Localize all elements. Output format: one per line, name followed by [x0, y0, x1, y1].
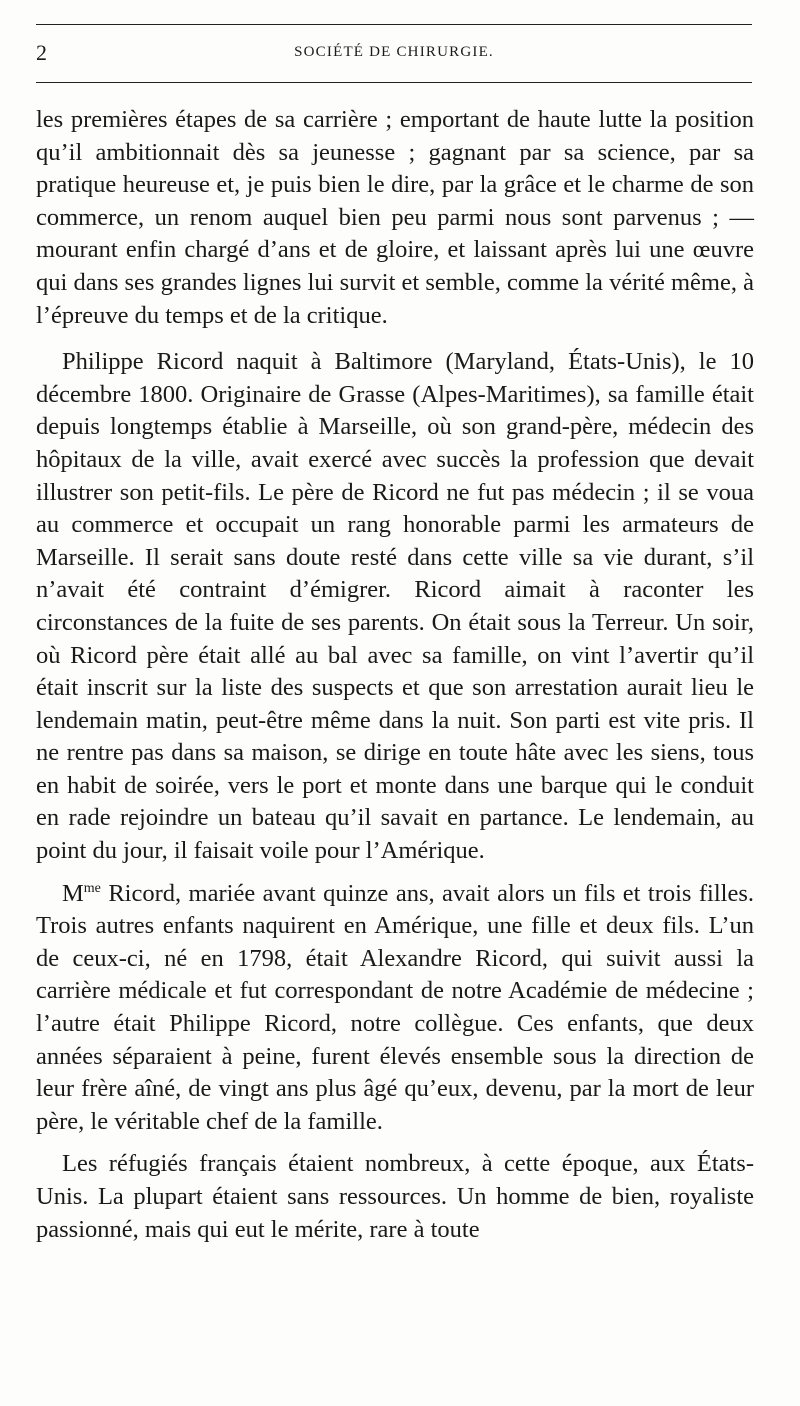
paragraph-4: Les réfugiés français étaient nombreux, à cette époque, aux États-Unis. La plupart étaient sans ressources. Un homme de bien, royaliste passionné, mais qui eut le mérite, rare à toute: [36, 1150, 754, 1243]
running-head: [36, 40, 752, 68]
paragraph-3-text: Ricord, mariée avant quinze ans, avait alors un fils et trois filles. Trois autres enfants naquirent en Amérique, une fille et deux fils. L’un de ceux-ci, né en 1798, était Alexandre Ricord, qui suivit aussi la carrière médicale et fut correspondant de notre Académie de médecine ; l’autre était Philippe Ricord, notre collègue. Ces enfants, que deux années séparaient à peine, furent élevés ensemble sous la direction de leur frère aîné, de vingt ans plus âgé qu’eux, devenu, par la mort de leur père, le véritable chef de la famille.: [36, 879, 754, 1135]
abbreviation-madame: $M^{me}$: [62, 879, 101, 907]
body-text: [36, 104, 754, 1246]
paragraph-2: Philippe Ricord naquit à Baltimore (Maryland, États-Unis), le 10 décembre 1800. Originaire de Grasse (Alpes-Maritimes), sa famille était depuis longtemps établie à Marseille, où son grand-père, médecin des hôpitaux de la ville, avait exercé avec succès la profession que devait illustrer son petit-fils. Le père de Ricord ne fut pas médecin ; il se voua au commerce et occupait un rang honorable parmi les armateurs de Marseille. Il serait sans doute resté dans cette ville sa vie durant, s’il n’avait été contraint d’émigrer. Ricord aimait à raconter les circonstances de la fuite de ses parents. On était sous la Terreur. Un soir, où Ricord père était allé au bal avec sa famille, on vint l’avertir qu’il était inscrit sur la liste des suspects et que son arrestation aurait lieu le lendemain matin, peut-être même dans la nuit. Son parti est vite pris. Il ne rentre pas dans sa maison, se dirige en toute hâte avec les siens, tous en habit de soirée, vers le port et monte dans une barque qui le conduit en rade rejoindre un bateau qu’il savait en partance. Le lendemain, au point du jour, il faisait voile pour l’Amérique.: [36, 348, 754, 865]
paragraph-1: les premières étapes de sa carrière ; emportant de haute lutte la position qu’il ambitionnait dès sa jeunesse ; gagnant par sa science, par sa pratique heureuse et, je puis bien le dire, par la grâce et le charme de son commerce, un renom auquel bien peu parmi nous sont parvenus ; — mourant enfin chargé d’ans et de gloire, et laissant après lui une œuvre qui dans ses grandes lignes lui survit et semble, comme la vérité même, à l’épreuve du temps et de la critique.: [36, 106, 754, 329]
header-bottom-rule: [36, 82, 752, 83]
page-number: 2: [36, 40, 47, 65]
abbreviation-superscript: me: [83, 880, 101, 896]
running-title: SOCIÉTÉ DE CHIRURGIE.: [294, 44, 494, 60]
paragraph-3: [36, 878, 754, 1139]
header-top-rule: [36, 24, 752, 25]
